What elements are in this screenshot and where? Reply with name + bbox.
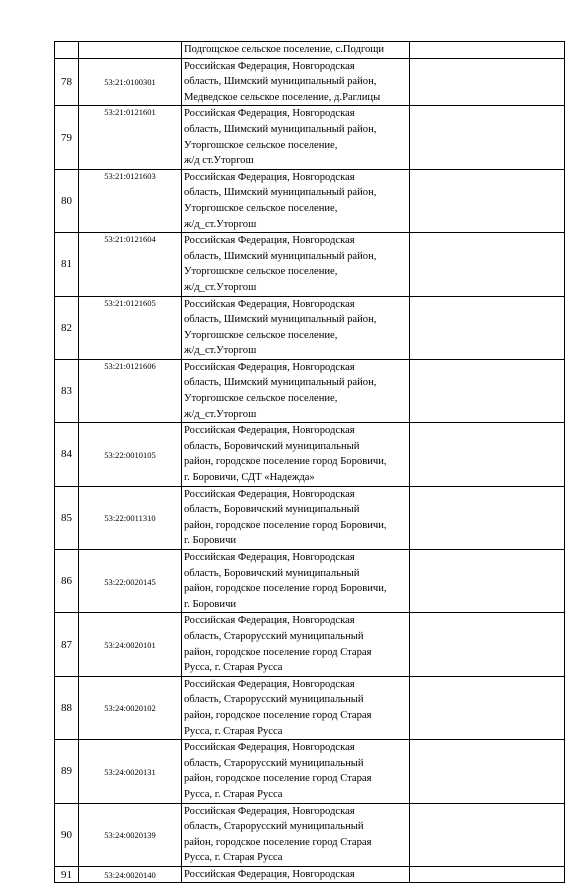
- table-row: [55, 106, 565, 169]
- empty-cell: [410, 42, 565, 59]
- empty-cell: [410, 486, 565, 549]
- empty-cell: [410, 169, 565, 232]
- address-cell: Российская Федерация, Новгородская область, Старорусский муниципальный район, городское поселение город Старая Русса, г. Старая Русса: [182, 613, 410, 676]
- address-cell: Российская Федерация, Новгородская область, Старорусский муниципальный район, городское поселение город Старая Русса, г. Старая Русса: [182, 803, 410, 866]
- row-number-cell: 81: [55, 233, 79, 296]
- table-row: [55, 169, 565, 232]
- table-row: [55, 423, 565, 486]
- empty-cell: [410, 359, 565, 422]
- row-number-cell: 87: [55, 613, 79, 676]
- cadastral-cell: [79, 359, 182, 422]
- cadastral-number: 53:21:0100301: [104, 77, 156, 88]
- row-number-cell: 86: [55, 550, 79, 613]
- cadastral-number: 53:21:0121601: [104, 107, 156, 118]
- address-cell: Российская Федерация, Новгородская область, Шимский муниципальный район, Уторгошское сельское поселение, ж/д_ст.Уторгош: [182, 359, 410, 422]
- cadastral-cell: [79, 58, 182, 106]
- cadastral-cell: [79, 423, 182, 486]
- address-cell: Подгощское сельское поселение, с.Подгощи: [182, 42, 410, 59]
- cadastral-number: 53:24:0020139: [104, 830, 156, 841]
- address-cell: Российская Федерация, Новгородская область, Шимский муниципальный район, Уторгошское сельское поселение, ж/д_ст.Уторгош: [182, 169, 410, 232]
- cadastral-cell: [79, 803, 182, 866]
- row-number-cell: 90: [55, 803, 79, 866]
- cadastral-number: 53:22:0010105: [104, 449, 156, 460]
- cadastral-number: 53:24:0020131: [104, 766, 156, 777]
- table-row: [55, 359, 565, 422]
- cadastral-cell: [79, 42, 182, 59]
- empty-cell: [410, 106, 565, 169]
- address-cell: Российская Федерация, Новгородская: [182, 866, 410, 883]
- table-row: [55, 866, 565, 883]
- address-cell: Российская Федерация, Новгородская область, Шимский муниципальный район, Уторгошское сельское поселение, ж/д_ст.Уторгош: [182, 296, 410, 359]
- cadastral-cell: [79, 106, 182, 169]
- table-row: [55, 676, 565, 739]
- address-cell: Российская Федерация, Новгородская область, Боровичский муниципальный район, городское поселение город Боровичи, г. Боровичи, СДТ «Надежда»: [182, 423, 410, 486]
- cadastral-cell: [79, 740, 182, 803]
- cadastral-cell: [79, 296, 182, 359]
- address-cell: Российская Федерация, Новгородская область, Шимский муниципальный район, Уторгошское сельское поселение, ж/д ст.Уторгош: [182, 106, 410, 169]
- cadastral-cell: [79, 613, 182, 676]
- empty-cell: [410, 613, 565, 676]
- cadastral-number: 53:24:0020140: [104, 870, 156, 881]
- empty-cell: [410, 296, 565, 359]
- row-number-cell: 88: [55, 676, 79, 739]
- row-number-cell: 82: [55, 296, 79, 359]
- address-cell: Российская Федерация, Новгородская область, Боровичский муниципальный район, городское поселение город Боровичи, г. Боровичи: [182, 550, 410, 613]
- table-row: [55, 296, 565, 359]
- table-row: [55, 740, 565, 803]
- cadastral-number: 53:22:0011310: [104, 513, 156, 524]
- empty-cell: [410, 740, 565, 803]
- cadastral-cell: [79, 550, 182, 613]
- empty-cell: [410, 58, 565, 106]
- address-cell: Российская Федерация, Новгородская область, Боровичский муниципальный район, городское поселение город Боровичи, г. Боровичи: [182, 486, 410, 549]
- parcels-table: [54, 41, 565, 883]
- row-number-cell: 89: [55, 740, 79, 803]
- row-number-cell: 79: [55, 106, 79, 169]
- empty-cell: [410, 550, 565, 613]
- address-cell: Российская Федерация, Новгородская область, Шимский муниципальный район, Медведское сельское поселение, д.Раглицы: [182, 58, 410, 106]
- empty-cell: [410, 803, 565, 866]
- empty-cell: [410, 676, 565, 739]
- table-row: [55, 550, 565, 613]
- empty-cell: [410, 423, 565, 486]
- table-row: [55, 58, 565, 106]
- cadastral-number: [79, 42, 181, 43]
- row-number-cell: 80: [55, 169, 79, 232]
- row-number-cell: 83: [55, 359, 79, 422]
- table-row: [55, 613, 565, 676]
- cadastral-cell: [79, 676, 182, 739]
- cadastral-number: 53:21:0121606: [104, 360, 156, 371]
- address-cell: Российская Федерация, Новгородская область, Шимский муниципальный район, Уторгошское сельское поселение, ж/д_ст.Уторгош: [182, 233, 410, 296]
- row-number-cell: 78: [55, 58, 79, 106]
- row-number-cell: 85: [55, 486, 79, 549]
- address-cell: Российская Федерация, Новгородская область, Старорусский муниципальный район, городское поселение город Старая Русса, г. Старая Русса: [182, 740, 410, 803]
- cadastral-number: 53:21:0121603: [104, 170, 156, 181]
- table-row: [55, 486, 565, 549]
- cadastral-cell: [79, 169, 182, 232]
- cadastral-cell: [79, 486, 182, 549]
- cadastral-number: 53:22:0020145: [104, 576, 156, 587]
- cadastral-number: 53:21:0121604: [104, 234, 156, 245]
- row-number-cell: [55, 42, 79, 59]
- table-row: [55, 233, 565, 296]
- cadastral-number: 53:21:0121605: [104, 297, 156, 308]
- address-cell: Российская Федерация, Новгородская область, Старорусский муниципальный район, городское поселение город Старая Русса, г. Старая Русса: [182, 676, 410, 739]
- row-number-cell: 84: [55, 423, 79, 486]
- cadastral-cell: [79, 233, 182, 296]
- table-row: [55, 803, 565, 866]
- empty-cell: [410, 233, 565, 296]
- cadastral-number: 53:24:0020101: [104, 640, 156, 651]
- table-row: [55, 42, 565, 59]
- row-number-cell: 91: [55, 866, 79, 883]
- cadastral-number: 53:24:0020102: [104, 703, 156, 714]
- empty-cell: [410, 866, 565, 883]
- cadastral-cell: [79, 866, 182, 883]
